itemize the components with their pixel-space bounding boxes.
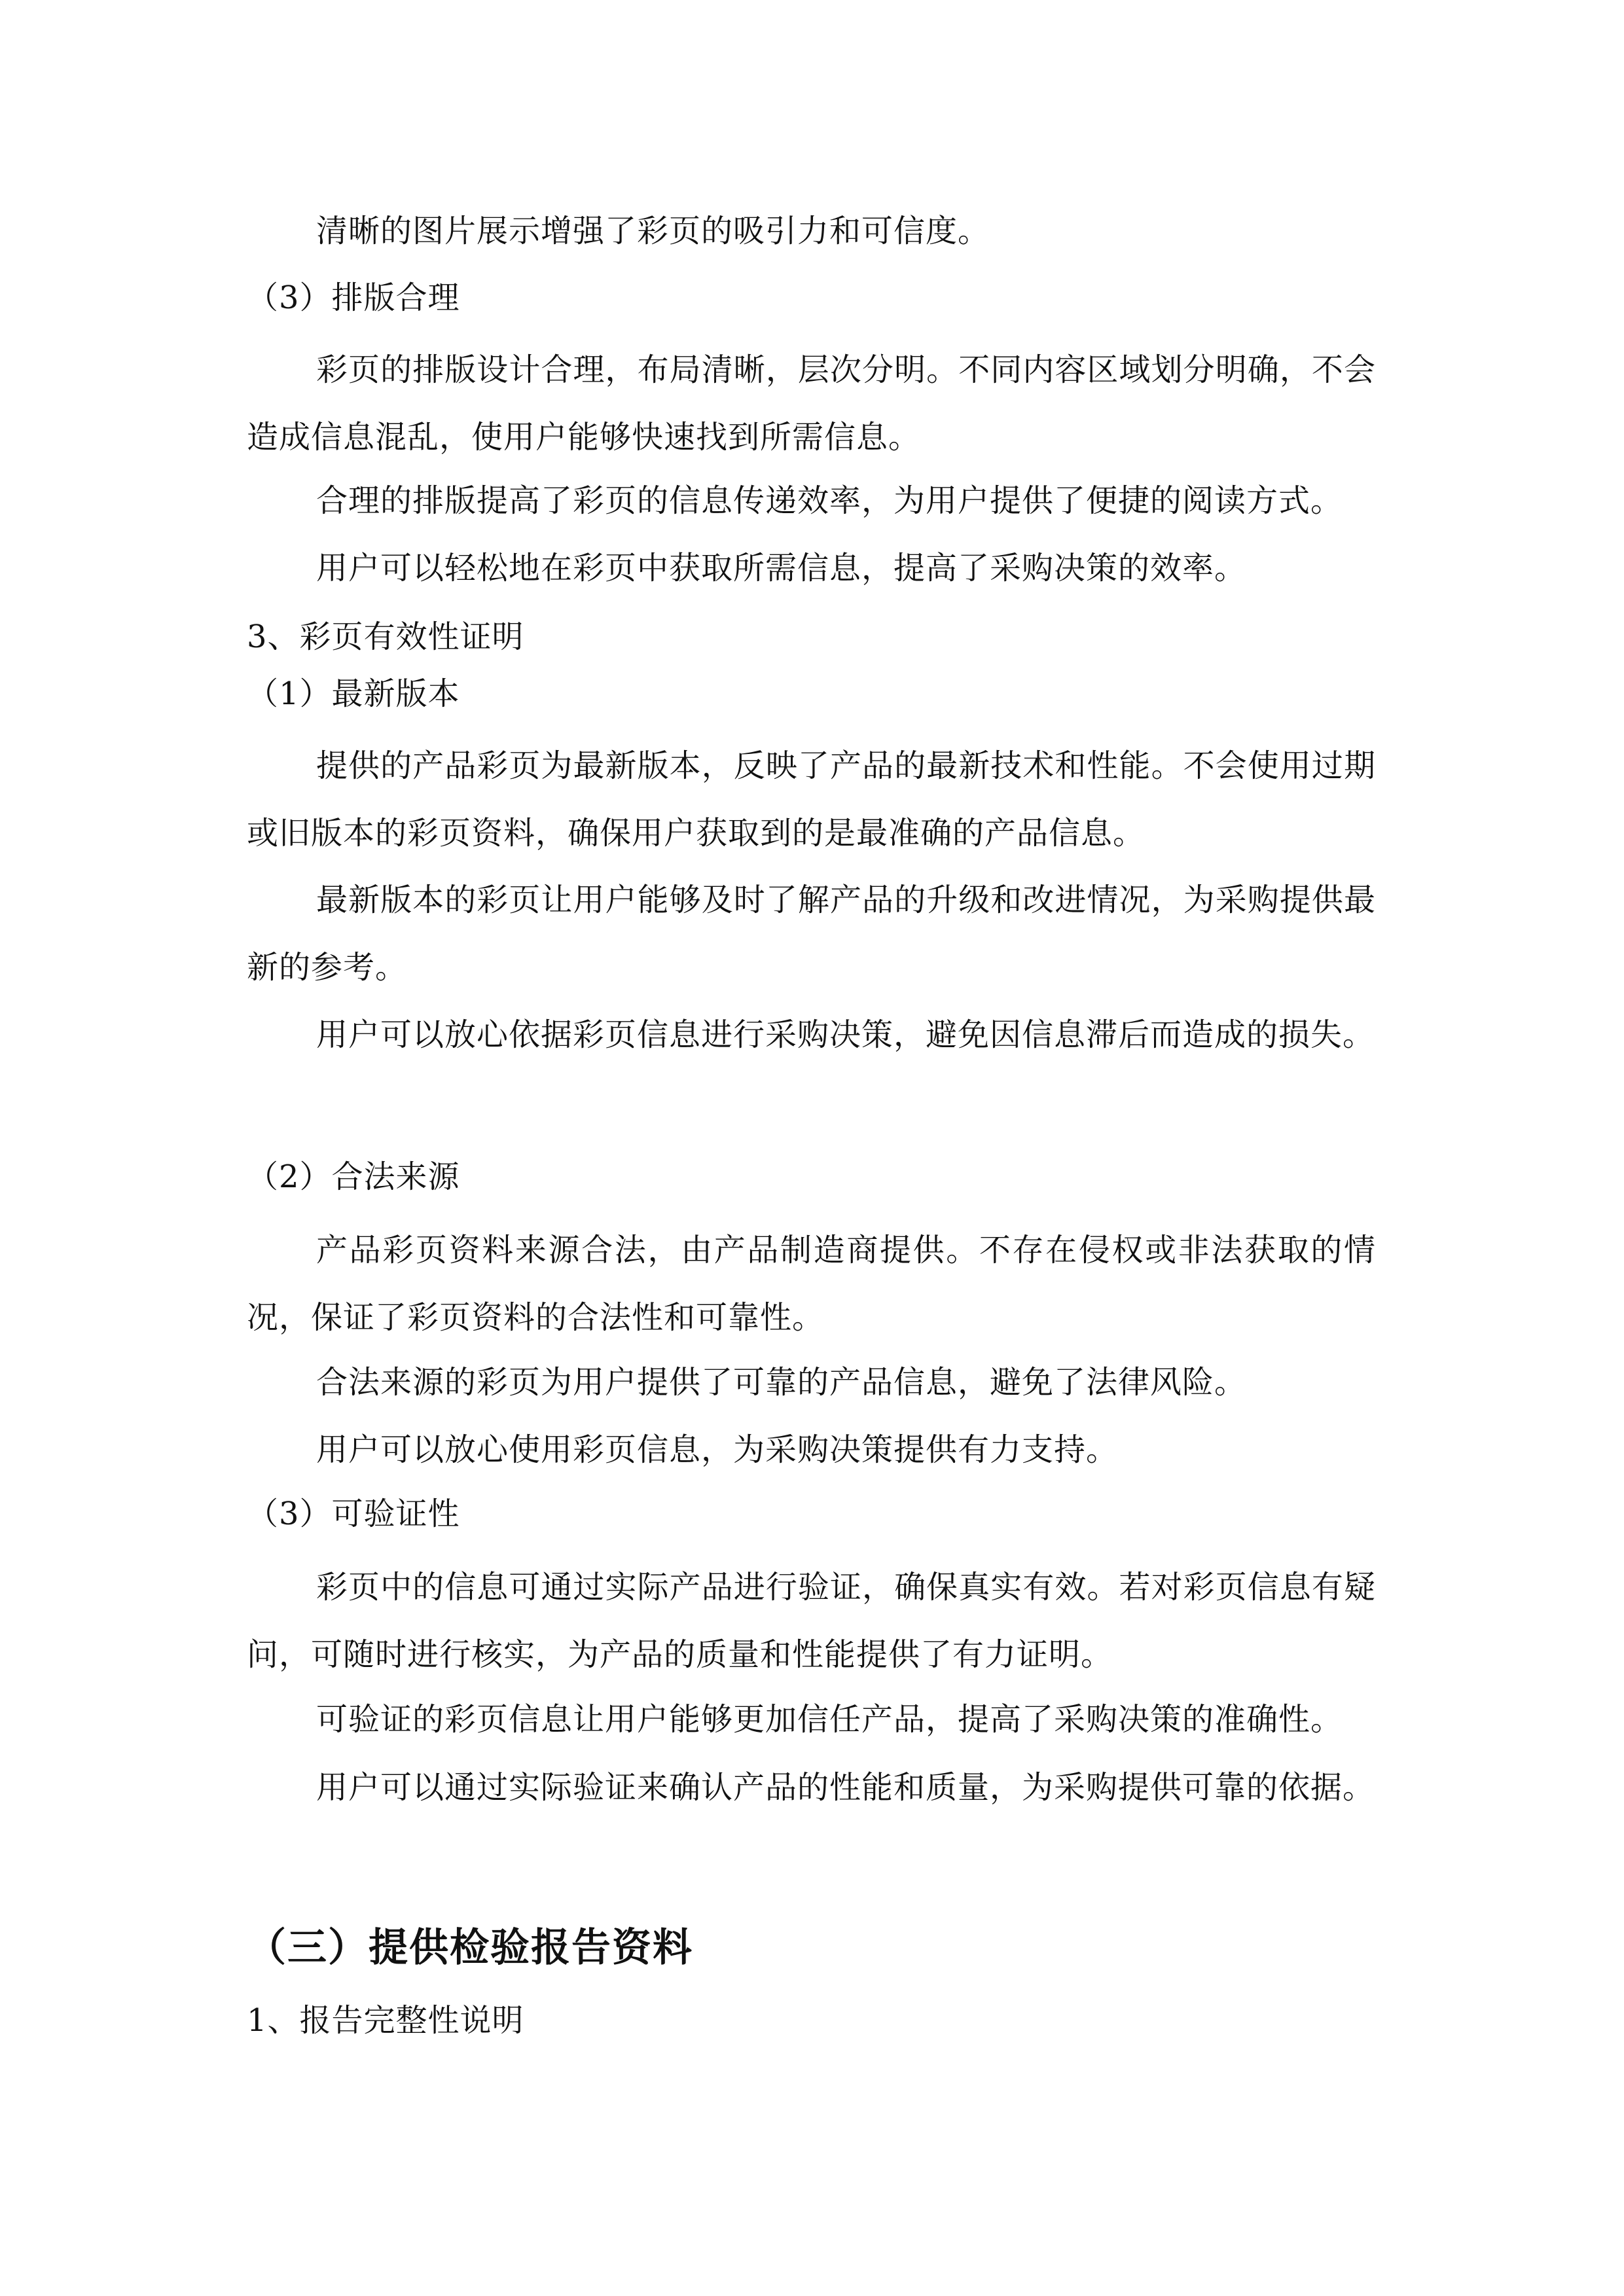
paragraph-layout-user: 用户可以轻松地在彩页中获取所需信息，提高了采购决策的效率。 [316, 550, 1247, 586]
paragraph-verifiability-basis: 用户可以通过实际验证来确认产品的性能和质量，为采购提供可靠的依据。 [316, 1769, 1375, 1806]
subheading-layout: （3）排版合理 [247, 279, 460, 316]
heading-report-completeness: 1、报告完整性说明 [247, 2002, 524, 2039]
paragraph-legal-support: 用户可以放心使用彩页信息，为采购决策提供有力支持。 [316, 1431, 1119, 1468]
paragraph-latest-decision: 用户可以放心依据彩页信息进行采购决策，避免因信息滞后而造成的损失。 [316, 1016, 1375, 1053]
paragraph-latest-version: 提供的产品彩页为最新版本，反映了产品的最新技术和性能。不会使用过期或旧版本的彩页资料，确保用户获取到的是最准确的产品信息。 [247, 747, 1376, 852]
paragraph-verifiability: 彩页中的信息可通过实际产品进行验证，确保真实有效。若对彩页信息有疑问，可随时进行核实，为产品的质量和性能提供了有力证明。 [247, 1569, 1376, 1673]
subheading-verifiability: （3）可验证性 [247, 1496, 460, 1532]
paragraph-latest-reference: 最新版本的彩页让用户能够及时了解产品的升级和改进情况，为采购提供最新的参考。 [247, 882, 1376, 986]
paragraph-layout-efficiency: 合理的排版提高了彩页的信息传递效率，为用户提供了便捷的阅读方式。 [316, 482, 1343, 519]
subheading-latest-version: （1）最新版本 [247, 675, 460, 712]
paragraph-image-credibility: 清晰的图片展示增强了彩页的吸引力和可信度。 [316, 213, 990, 249]
paragraph-layout-design: 彩页的排版设计合理，布局清晰，层次分明。不同内容区域划分明确，不会造成信息混乱，使用户能够快速找到所需信息。 [247, 351, 1376, 456]
section-heading-inspection-report: （三）提供检验报告资料 [247, 1925, 693, 1971]
heading-validity-proof: 3、彩页有效性证明 [247, 619, 524, 655]
paragraph-legal-source: 产品彩页资料来源合法，由产品制造商提供。不存在侵权或非法获取的情况，保证了彩页资料的合法性和可靠性。 [247, 1232, 1376, 1336]
paragraph-legal-risk: 合法来源的彩页为用户提供了可靠的产品信息，避免了法律风险。 [316, 1364, 1247, 1401]
subheading-legal-source: （2）合法来源 [247, 1158, 460, 1195]
paragraph-verifiability-trust: 可验证的彩页信息让用户能够更加信任产品，提高了采购决策的准确性。 [316, 1701, 1343, 1738]
